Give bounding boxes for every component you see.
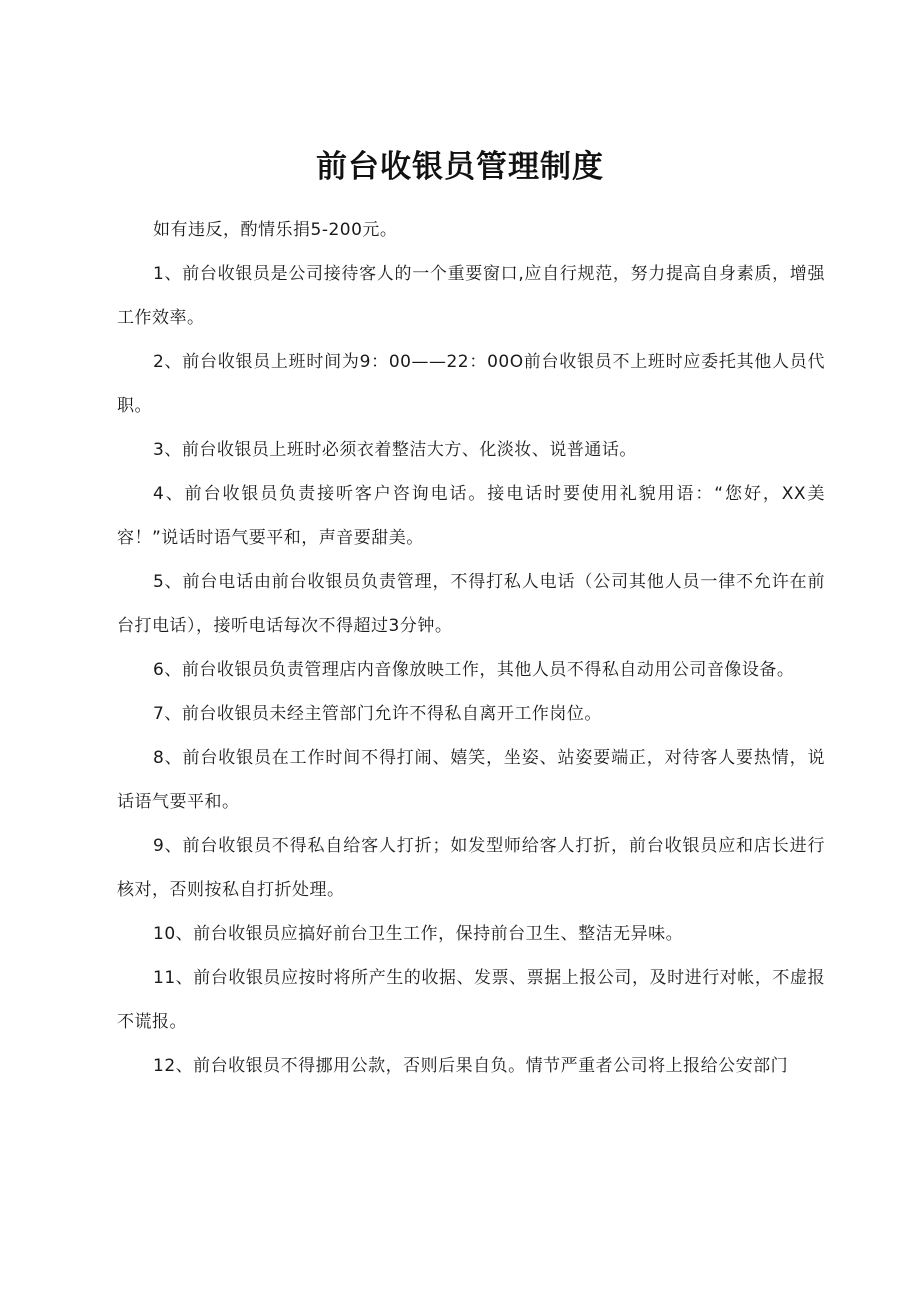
rule-item-12: 12、前台收银员不得挪用公款，否则后果自负。情节严重者公司将上报给公安部门: [153, 1056, 789, 1076]
intro-paragraph: 如有违反，酌情乐捐5-200元。: [153, 220, 398, 240]
rule-item-3: 3、前台收银员上班时必须衣着整洁大方、化淡妆、说普通话。: [153, 440, 637, 460]
rule-item-8: 8、前台收银员在工作时间不得打闹、嬉笑，坐姿、站姿要端正，对待客人要热情，说话语气要平和。: [117, 748, 825, 812]
rule-item-5: 5、前台电话由前台收银员负责管理，不得打私人电话（公司其他人员一律不允许在前台打电话），接听电话每次不得超过3分钟。: [117, 572, 825, 636]
rule-item-11: 11、前台收银员应按时将所产生的收据、发票、票据上报公司，及时进行对帐，不虚报不谎报。: [117, 968, 825, 1032]
rule-item-2: 2、前台收银员上班时间为9：00——22：00O前台收银员不上班时应委托其他人员代职。: [117, 352, 825, 416]
rule-item-9: 9、前台收银员不得私自给客人打折；如发型师给客人打折，前台收银员应和店长进行核对，否则按私自打折处理。: [117, 836, 825, 900]
rule-item-7: 7、前台收银员未经主管部门允许不得私自离开工作岗位。: [153, 704, 602, 724]
rule-item-1: 1、前台收银员是公司接待客人的一个重要窗口,应自行规范，努力提高自身素质，增强工作效率。: [117, 264, 825, 328]
document-title: 前台收银员管理制度: [316, 148, 604, 185]
rule-item-6: 6、前台收银员负责管理店内音像放映工作，其他人员不得私自动用公司音像设备。: [153, 660, 795, 680]
rule-item-4: 4、前台收银员负责接听客户咨询电话。接电话时要使用礼貌用语：“您好，XX美容！”说话时语气要平和，声音要甜美。: [117, 484, 825, 548]
document-body: [117, 208, 825, 1088]
rule-item-10: 10、前台收银员应搞好前台卫生工作，保持前台卫生、整洁无异味。: [153, 924, 684, 944]
